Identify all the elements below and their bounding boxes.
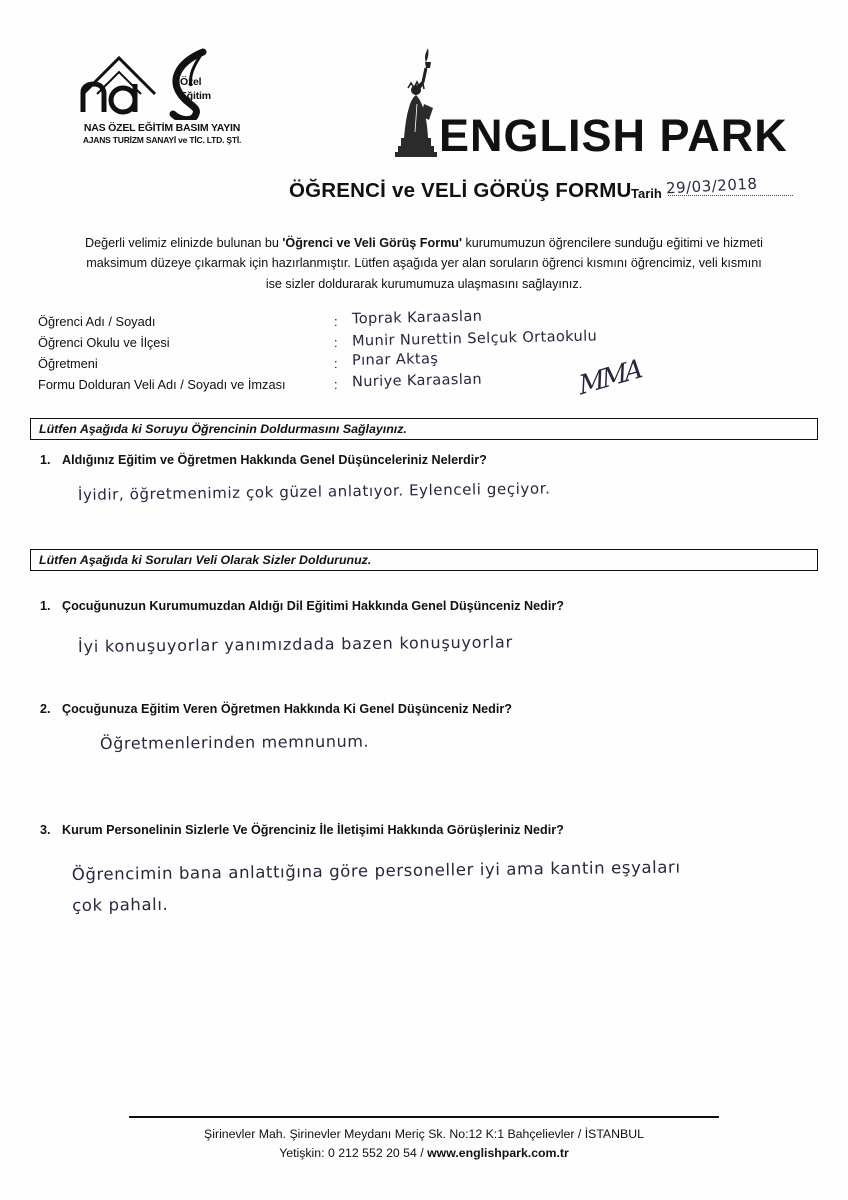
- field-student-school: [38, 328, 848, 356]
- field-label: Öğrenci Okulu ve İlçesi: [38, 335, 170, 351]
- field-value-handwritten[interactable]: Nuriye Karaaslan: [351, 371, 483, 391]
- intro-line-1c: kurumumuzun öğrencilere sunduğu eğitimi ve hizmeti: [461, 236, 763, 250]
- parent-question-2: [0, 702, 848, 716]
- brand-lockup: [395, 46, 788, 164]
- nas-logo: [62, 48, 262, 145]
- footer-phone: Yetişkin: 0 212 552 20 54 /: [279, 1145, 428, 1160]
- parent-question-1: [0, 599, 848, 613]
- parent-answer-2[interactable]: Öğretmenlerinden memnunum.: [99, 731, 370, 754]
- intro-line-1a: Değerli velimiz elinizde bulunan bu: [85, 236, 283, 250]
- question-text: Kurum Personelinin Sizlerle Ve Öğrenciniz İle İletişimi Hakkında Görüşleriniz Nedir?: [62, 823, 564, 838]
- intro-form-name: 'Öğrenci ve Veli Görüş Formu': [282, 236, 462, 250]
- field-value-handwritten[interactable]: Toprak Karaaslan: [351, 308, 483, 328]
- intro-line-3: ise sizler doldurarak kurumumuza ulaşmasını sağlayınız.: [265, 276, 583, 291]
- logo-company-line2: AJANS TURİZM SANAYİ ve TİC. LTD. ŞTİ.: [82, 135, 242, 145]
- question-number: 1.: [40, 453, 51, 468]
- signature-mark: MMA: [577, 354, 642, 402]
- parent-answer-3[interactable]: [72, 850, 848, 922]
- footer-address: Şirinevler Mah. Şirinevler Meydanı Meriç Sk. No:12 K:1 Bahçelievler / İSTANBUL: [204, 1127, 644, 1142]
- field-colon: :: [334, 377, 338, 393]
- date-label: Tarih: [631, 186, 662, 201]
- section-bar-parent: [30, 549, 818, 571]
- identity-fields: [38, 308, 848, 402]
- field-label: Öğrenci Adı / Soyadı: [38, 314, 156, 330]
- footer-website-link[interactable]: www.englishpark.com.tr: [427, 1145, 569, 1160]
- page-title: ÖĞRENCİ ve VELİ GÖRÜŞ FORMU: [289, 179, 632, 202]
- document-footer: [0, 1116, 848, 1162]
- section-bar-label: Lütfen Aşağıda ki Soruları Veli Olarak Sizler Doldurunuz.: [39, 552, 372, 567]
- parent-question-3: [0, 823, 848, 837]
- field-label: Formu Dolduran Veli Adı / Soyadı ve İmzası: [38, 377, 286, 393]
- field-value-handwritten[interactable]: Munir Nurettin Selçuk Ortaokulu: [351, 328, 598, 350]
- field-colon: :: [334, 314, 338, 330]
- nas-logo-icon: [75, 48, 250, 120]
- field-colon: :: [334, 356, 338, 372]
- question-text: Çocuğunuzun Kurumumuzdan Aldığı Dil Eğitimi Hakkında Genel Düşünceniz Nedir?: [62, 598, 564, 613]
- section-bar-student: [30, 418, 818, 440]
- footer-contact: [0, 1144, 848, 1162]
- question-text: Aldığınız Eğitim ve Öğretmen Hakkında Genel Düşünceleriniz Nelerdir?: [62, 453, 487, 468]
- parent-answer-3-line-2: çok pahalı.: [72, 895, 169, 916]
- intro-line-1: [40, 233, 808, 253]
- logo-company-line1: NAS ÖZEL EĞİTİM BASIM YAYIN: [83, 122, 241, 134]
- student-answer-1[interactable]: İyidir, öğretmenimiz çok güzel anlatıyor. Eylenceli geçiyor.: [77, 479, 551, 505]
- brand-name: ENGLISH PARK: [439, 110, 788, 161]
- intro-paragraph: [40, 233, 808, 294]
- field-label: Öğretmeni: [38, 356, 98, 372]
- question-number: 1.: [40, 598, 51, 613]
- title-row: [0, 174, 848, 219]
- logo-badge-line1: Özel: [180, 76, 202, 88]
- date-value: 29/03/2018: [665, 174, 758, 198]
- statue-of-liberty-icon: [395, 46, 451, 164]
- field-value-handwritten[interactable]: Pınar Aktaş: [351, 351, 439, 370]
- intro-line-2: maksimum düzeye çıkarmak için hazırlanmıştır. Lütfen aşağıda yer alan soruların öğrenci kısmını öğrencimiz, veli kısmını: [86, 256, 762, 271]
- question-number: 3.: [40, 823, 51, 838]
- question-number: 2.: [40, 702, 51, 717]
- student-question-1: [0, 453, 848, 467]
- logo-badge-line2: Eğitim: [180, 90, 211, 102]
- parent-answer-1[interactable]: İyi konuşuyorlar yanımızdada bazen konuşuyorlar: [77, 632, 514, 656]
- question-text: Çocuğunuza Eğitim Veren Öğretmen Hakkında Ki Genel Düşünceniz Nedir?: [62, 702, 512, 717]
- field-colon: :: [334, 335, 338, 351]
- parent-answer-3-line-1: Öğrencimin bana anlattığına göre personeller iyi ama kantin eşyaları: [71, 857, 681, 885]
- footer-divider: [129, 1116, 719, 1118]
- document-header: [0, 0, 848, 175]
- section-bar-label: Lütfen Aşağıda ki Soruyu Öğrencinin Doldurmasını Sağlayınız.: [39, 422, 407, 437]
